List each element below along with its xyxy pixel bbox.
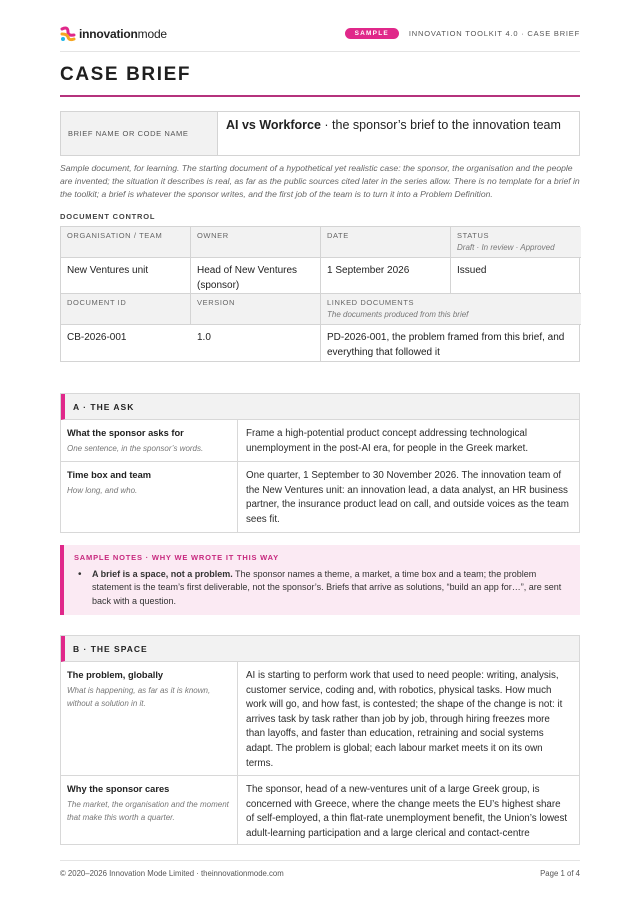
page-number: Page 1 of 4 bbox=[540, 869, 580, 878]
row-answer: Frame a high-potential product concept addressing technological unemployment in the post-AI era, for people in the Greek market. bbox=[246, 428, 529, 454]
table-row bbox=[61, 420, 579, 462]
logo bbox=[60, 26, 167, 42]
dc-header-cell: DATE bbox=[321, 227, 451, 258]
status-options: Draft · In review · Approved bbox=[457, 243, 555, 252]
brief-name-rest: · the sponsor’s brief to the innovation team bbox=[320, 118, 561, 132]
section-ask bbox=[60, 393, 580, 533]
bullet-icon: • bbox=[78, 569, 82, 580]
sample-badge: SAMPLE bbox=[345, 28, 399, 39]
row-hint: What is happening, as far as it is known, without a solution in it. bbox=[67, 686, 211, 708]
document-control-heading: DOCUMENT CONTROL bbox=[60, 212, 156, 221]
logo-text: innovationmode bbox=[79, 26, 167, 41]
dc-header-cell: STATUS Draft · In review · Approved bbox=[451, 227, 581, 258]
brief-name-value bbox=[218, 112, 579, 155]
row-hint: How long, and who. bbox=[67, 486, 138, 495]
row-answer: AI is starting to perform work that used to need people: writing, analysis, customer service, coding and, with robotics, physical tasks. How much work will go, and how fast, is contested; the shape of the change is not: it arrives task by task rather than job by job, through hiring freezes more than layoffs, and faster than education, retraining and social systems adapt. The problem is global; each labour market meets it on its own terms. bbox=[246, 670, 563, 769]
page-footer bbox=[60, 860, 580, 878]
row-answer: The sponsor, head of a new-ventures unit of a large Greek group, is concerned with Greece, where the change meets the EU’s highest share of self-employed, a thin flat-rate unemployment benefit, the Union’s lowest adult-learning participation and a large clerical and contact-centre bbox=[246, 784, 568, 839]
row-question: Time box and team bbox=[67, 470, 152, 480]
row-question: What the sponsor asks for bbox=[67, 428, 184, 438]
brief-name-bold: AI vs Workforce bbox=[226, 118, 321, 132]
row-answer: One quarter, 1 September to 30 November 2026. The innovation team of the New Ventures unit: an innovation lead, a data analyst, an HR business partner, the insurance product lead on call, and outside voices as the team sees fit. bbox=[246, 470, 569, 525]
brief-name-label: BRIEF NAME OR CODE NAME bbox=[61, 112, 218, 155]
intro-text: Sample document, for learning. The starting document of a hypothetical yet realistic case: the sponsor, the organisation and the people are invented; the situation it describes is real, as far as the public sources cited later in the series allow. There is no template for a brief in the toolkit; a brief is whatever the sponsor writes, and the first job of the team is to turn it into a Problem Definition. bbox=[60, 163, 580, 199]
dc-value-cell: New Ventures unit bbox=[61, 258, 191, 294]
dc-value-cell: Issued bbox=[451, 258, 581, 294]
section-heading: B · THE SPACE bbox=[61, 636, 579, 662]
dc-header-cell: DOCUMENT ID bbox=[61, 294, 191, 325]
dc-header-cell: ORGANISATION / TEAM bbox=[61, 227, 191, 258]
dc-header-cell: VERSION bbox=[191, 294, 321, 325]
row-hint: One sentence, in the sponsor’s words. bbox=[67, 444, 204, 453]
sample-notes bbox=[60, 545, 580, 615]
notes-bullet-bold: A brief is a space, not a problem. bbox=[92, 569, 233, 579]
title-divider bbox=[60, 95, 580, 97]
notes-bullet-text: The sponsor names a theme, a market, a time box and a team; the problem statement is the team’s first deliverable, not the sponsor’s. Briefs that arrive as solutions, “build an app for…”, are sent back with a question. bbox=[92, 569, 562, 606]
section-space bbox=[60, 635, 580, 845]
table-row bbox=[61, 776, 579, 844]
table-row bbox=[61, 462, 579, 532]
dc-value-cell: CB-2026-001 bbox=[67, 332, 127, 343]
dc-value-cell: Head of New Ventures (sponsor) bbox=[191, 258, 321, 294]
notes-heading: SAMPLE NOTES · WHY WE WROTE IT THIS WAY bbox=[74, 553, 279, 562]
page-title: CASE BRIEF bbox=[60, 64, 192, 85]
section-heading: A · THE ASK bbox=[61, 394, 579, 420]
document-control-table bbox=[60, 226, 580, 362]
page-header bbox=[60, 22, 580, 52]
linked-docs-sub: The documents produced from this brief bbox=[327, 310, 469, 319]
dc-value-cell: 1.0 bbox=[191, 325, 321, 361]
row-hint: The market, the organisation and the moment that make this worth a quarter. bbox=[67, 800, 229, 822]
brief-name-box bbox=[60, 111, 580, 156]
footer-copyright: © 2020–2026 Innovation Mode Limited · theinnovationmode.com bbox=[60, 869, 284, 878]
dc-header-cell: OWNER bbox=[191, 227, 321, 258]
dc-value-cell: 1 September 2026 bbox=[321, 258, 451, 294]
table-row bbox=[61, 662, 579, 776]
dc-header-cell: LINKED DOCUMENTS The documents produced from this brief bbox=[321, 294, 581, 325]
notes-bullet bbox=[74, 568, 570, 608]
row-question: Why the sponsor cares bbox=[67, 784, 170, 794]
toolkit-label: INNOVATION TOOLKIT 4.0 · CASE BRIEF bbox=[408, 29, 580, 38]
row-question: The problem, globally bbox=[67, 670, 164, 680]
logo-mark-icon bbox=[60, 26, 76, 42]
dc-value-cell: PD-2026-001, the problem framed from this brief, and everything that followed it bbox=[327, 332, 565, 358]
